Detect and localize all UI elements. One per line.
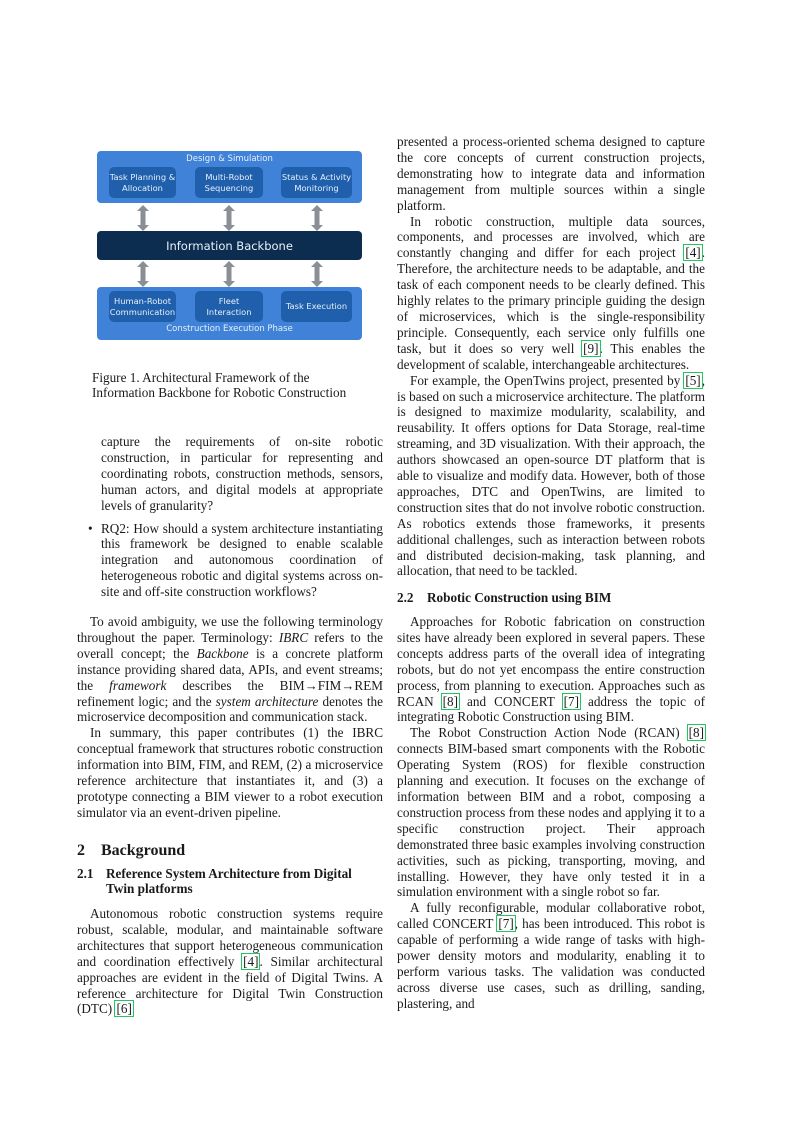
- left-body: [77, 614, 383, 821]
- citation-link[interactable]: [4]: [685, 245, 701, 261]
- citation-link[interactable]: [8]: [688, 725, 704, 741]
- summary-paragraph: In summary, this paper contributes (1) the IBRC conceptual framework that structures robotic construction information into BIM, FIM, and REM, (2) a microservice reference architecture that instantiates it, and (3) a prototype connecting a BIM viewer to a robot execution simulator via an event-driven pipeline.: [77, 725, 383, 820]
- section-2-2-heading: [397, 590, 705, 605]
- citation-link[interactable]: [6]: [116, 1001, 132, 1017]
- text: . This enables the development of scalable, interchangeable architectures.: [397, 340, 705, 372]
- section-title: Robotic Construction using BIM: [427, 590, 612, 605]
- research-questions: [77, 434, 383, 600]
- double-arrow-icon: [223, 205, 235, 231]
- citation-link[interactable]: [4]: [243, 953, 259, 969]
- section-title: Reference System Architecture from Digital Twin platforms: [106, 866, 352, 896]
- citation-link[interactable]: [8]: [442, 693, 459, 709]
- construction-execution-footer: Construction Execution Phase: [166, 324, 293, 334]
- section-number: 2: [77, 842, 85, 859]
- citation-link[interactable]: [7]: [498, 916, 514, 932]
- text: is a concrete platform instance providing shared data, APIs, and event streams; the: [77, 645, 383, 693]
- text: denotes the microservice decomposition and communication stack.: [77, 693, 383, 725]
- term-framework: framework: [109, 677, 167, 693]
- text: The Robot Construction Action Node (RCAN): [410, 725, 688, 741]
- approaches-paragraph: [397, 614, 705, 725]
- design-simulation-header: Design & Simulation: [186, 154, 273, 164]
- text: In robotic construction, multiple data sources, components, and processes are involved, which are constantly changing and differ for each project: [397, 213, 705, 261]
- text: . Similar architectural approaches are evident in the field of Digital Twins. A reference architecture for Digital Twin Construction (DTC): [77, 953, 383, 1017]
- text: and CONCERT: [459, 693, 563, 709]
- left-body-2-1: [77, 906, 383, 1017]
- citation-link[interactable]: [5]: [685, 372, 701, 388]
- double-arrow-icon: [137, 261, 149, 287]
- list-item: [77, 434, 383, 514]
- citation-link[interactable]: [7]: [563, 693, 579, 709]
- text: A fully reconfigurable, modular collaborative robot, called CONCERT: [397, 900, 705, 932]
- list-item: [77, 521, 383, 601]
- section-2-heading: [77, 842, 185, 860]
- text: describes the BIM→FIM→REM refinement logic; and the: [77, 677, 383, 709]
- section-number: 2.2: [397, 590, 414, 605]
- double-arrow-icon: [223, 261, 235, 287]
- text: connects BIM-based smart components with the Robotic Operating System (ROS) for flexible construction planning and execution. It focuses on the exchange of information between BIM and a robot, composing a construction process from these nodes and applying it to a specific construction project. Their approach demonstrated three basic examples involving construction activities, such as picking, transporting, moving, and installing. However, they have only tested it in a simulation environment with a single robot so far.: [397, 741, 705, 900]
- term-backbone: Backbone: [196, 645, 249, 661]
- right-body: [397, 134, 705, 579]
- adaptable-paragraph: [397, 214, 705, 373]
- double-arrow-icon: [311, 261, 323, 287]
- concert-paragraph: [397, 900, 705, 1011]
- text: refers to the overall concept; the: [77, 629, 383, 661]
- text: address the topic of integrating Robotic Construction using BIM.: [397, 693, 705, 725]
- dtc-paragraph: [77, 906, 383, 1017]
- information-backbone-label: Information Backbone: [166, 238, 293, 253]
- figure-caption: Figure 1. Architectural Framework of the Information Backbone for Robotic Construction: [92, 370, 347, 400]
- term-system-architecture: system architecture: [215, 693, 319, 709]
- fleet-interaction-box: Fleet Interaction: [195, 291, 263, 322]
- rcan-paragraph: [397, 725, 705, 900]
- task-execution-box: Task Execution: [281, 291, 352, 322]
- citation-link[interactable]: [9]: [583, 340, 599, 356]
- bullet2-text: RQ2: How should a system architecture instantiating this framework be designed to enable scalable integration and autonomous coordination of heterogeneous robotic and digital systems across on-site and off-site construction workflows?: [101, 520, 383, 600]
- task-planning-box: Task Planning & Allocation: [109, 167, 176, 198]
- double-arrow-icon: [137, 205, 149, 231]
- terminology-paragraph: [77, 614, 383, 725]
- text: , has been introduced. This robot is capable of performing a wide range of tasks with high-power density motors and modularity, enabling it to perform various tasks. The validation was conducted across diverse use cases, such as drilling, sanding, plastering, and: [397, 916, 705, 1011]
- text: , is based on such a microservice architecture. The platform is designed to maximize modularity, scalability, and reusability. It offers options for Data Storage, real-time streaming, and 3D visualization. With their approach, the authors showcased an open-source DT platform that is able to visualize and modify data. However, both of those approaches, DTC and OpenTwins, are limited to construction sites that do not involve robotic construction. As robotics extends those frameworks, it presents additional challenges, such as interaction between robots and distributed decision-making, task planning, and allocation, that need to be tackled.: [397, 372, 705, 579]
- dtc-continuation: presented a process-oriented schema designed to capture the core concepts of current construction projects, demonstrating how to integrate data and information management from multiple sources within a single platform.: [397, 134, 705, 213]
- section-title: Background: [101, 842, 186, 859]
- bullet-icon: •: [88, 520, 93, 536]
- section-2-1-heading: [77, 866, 383, 896]
- text: Approaches for Robotic fabrication on construction sites have already been explored in several papers. These concepts address parts of the overall idea of integrating robots, but do not yet encompass the entire construction process, from planning to execution. Approaches such as RCAN: [397, 614, 705, 709]
- text: . Therefore, the architecture needs to be adaptable, and the task of each component needs to be clearly defined. This highly relates to the primary principle guiding the design of microservices, which is the single-responsibility principle. Consequently, each service only fulfills one task, but it does so very well: [397, 245, 705, 356]
- status-monitoring-box: Status & Activity Monitoring: [281, 167, 352, 198]
- human-robot-box: Human-Robot Communication: [109, 291, 176, 322]
- bullet1-continuation: capture the requirements of on-site robotic construction, in particular for representing and coordinating robots, construction methods, sensors, human actors, and digital models at appropriate levels of granularity?: [101, 434, 383, 513]
- text: For example, the OpenTwins project, presented by: [410, 372, 685, 388]
- section-number: 2.1: [77, 866, 94, 881]
- opentwins-paragraph: [397, 373, 705, 580]
- multi-robot-box: Multi-Robot Sequencing: [195, 167, 263, 198]
- double-arrow-icon: [311, 205, 323, 231]
- term-ibrc: IBRC: [278, 629, 309, 645]
- right-body-2-2: [397, 614, 705, 1012]
- architecture-diagram: [97, 151, 362, 341]
- text: Autonomous robotic construction systems require robust, scalable, modular, and maintainable software architectures that support heterogeneous communication and coordination effectively: [77, 906, 383, 969]
- text: To avoid ambiguity, we use the following terminology throughout the paper. Terminology:: [77, 614, 383, 645]
